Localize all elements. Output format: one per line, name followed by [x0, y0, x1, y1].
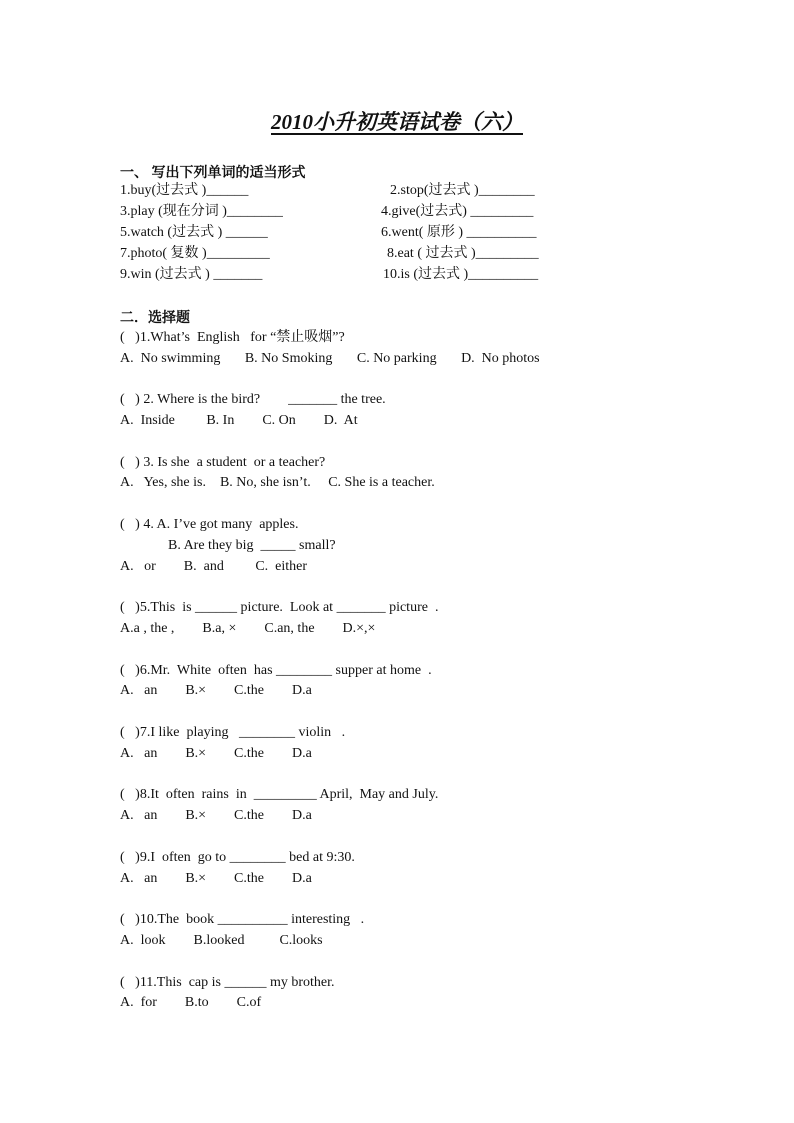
word-item-7: 7.photo( 复数 )_________ — [120, 246, 270, 261]
word-item-6: 6.went( 原形 ) __________ — [381, 225, 537, 240]
question-4-options: A. or B. and C. either — [120, 559, 308, 574]
word-item-10: 10.is (过去式 )__________ — [383, 267, 539, 282]
word-item-5: 5.watch (过去式 ) ______ — [120, 225, 268, 240]
word-item-8: 8.eat ( 过去式 )_________ — [387, 246, 539, 261]
question-10: ( )10.The book __________ interesting . — [120, 912, 365, 927]
question-6-options: A. an B.× C.the D.a — [120, 683, 312, 698]
word-item-2: 2.stop(过去式 )________ — [390, 183, 535, 198]
question-2-options: A. Inside B. In C. On D. At — [120, 413, 358, 428]
question-4-line-2: B. Are they big _____ small? — [168, 538, 336, 553]
question-1-options: A. No swimming B. No Smoking C. No parking D. No photos — [120, 351, 540, 366]
question-5: ( )5.This is ______ picture. Look at _______ picture . — [120, 600, 439, 615]
question-7: ( )7.I like playing ________ violin . — [120, 725, 346, 740]
question-6: ( )6.Mr. White often has ________ supper at home . — [120, 663, 432, 678]
question-8-options: A. an B.× C.the D.a — [120, 808, 312, 823]
question-7-options: A. an B.× C.the D.a — [120, 746, 312, 761]
question-8: ( )8.It often rains in _________ April, May and July. — [120, 787, 439, 802]
section-2-heading: 二．选择题 — [120, 311, 190, 326]
question-10-options: A. look B.looked C.looks — [120, 933, 323, 948]
word-item-9: 9.win (过去式 ) _______ — [120, 267, 263, 282]
question-3: ( ) 3. Is she a student or a teacher? — [120, 455, 326, 470]
word-item-4: 4.give(过去式) _________ — [381, 204, 534, 219]
question-9-options: A. an B.× C.the D.a — [120, 871, 312, 886]
question-9: ( )9.I often go to ________ bed at 9:30. — [120, 850, 355, 865]
word-item-3: 3.play (现在分词 )________ — [120, 204, 283, 219]
question-3-options: A. Yes, she is. B. No, she isn’t. C. She is a teacher. — [120, 475, 435, 490]
section-1-heading: 一、 写出下列单词的适当形式 — [120, 166, 306, 181]
question-1: ( )1.What’s English for “禁止吸烟”? — [120, 330, 345, 345]
question-2: ( ) 2. Where is the bird? _______ the tree. — [120, 392, 386, 407]
question-11: ( )11.This cap is ______ my brother. — [120, 975, 335, 990]
question-4: ( ) 4. A. I’ve got many apples. — [120, 517, 299, 532]
page-title: 2010小升初英语试卷（六） — [271, 110, 523, 134]
word-item-1: 1.buy(过去式 )______ — [120, 183, 249, 198]
question-5-options: A.a , the , B.a, × C.an, the D.×,× — [120, 621, 376, 636]
question-11-options: A. for B.to C.of — [120, 995, 262, 1010]
